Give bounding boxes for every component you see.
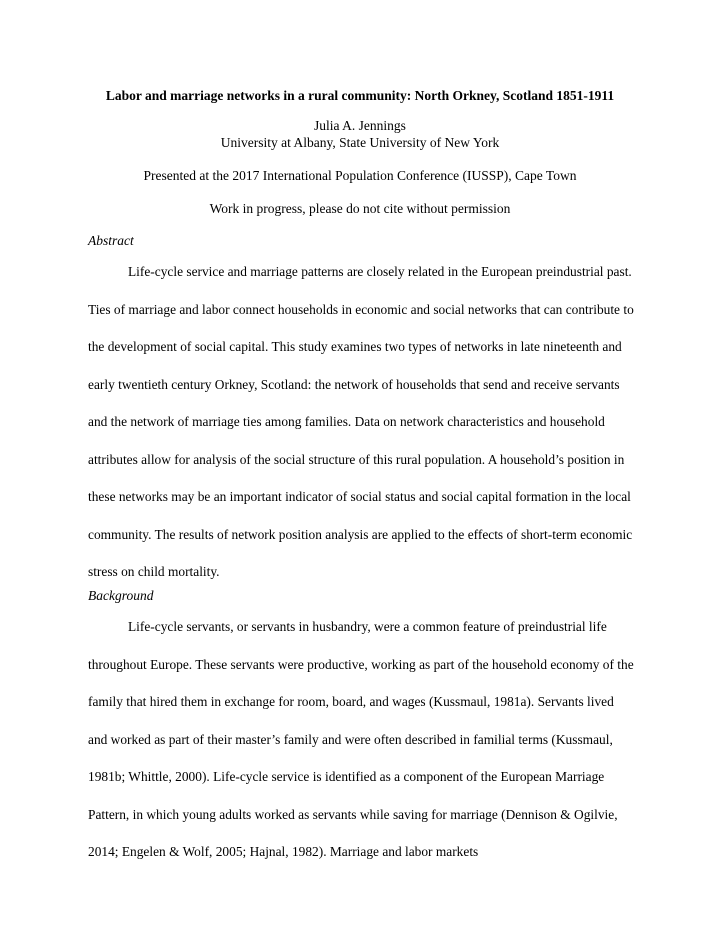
paper-title: Labor and marriage networks in a rural community: North Orkney, Scotland 1851-1911 — [105, 88, 615, 103]
background-heading: Background — [88, 588, 154, 603]
abstract-heading: Abstract — [88, 233, 134, 248]
conference-note: Presented at the 2017 International Population Conference (IUSSP), Cape Town — [143, 168, 577, 183]
author-affiliation: University at Albany, State University of New York — [220, 135, 500, 150]
abstract-paragraph: Life-cycle service and marriage patterns are closely related in the European preindustrial past. Ties of marriage and labor connect households in economic and social networks that can contribute to the development of social capital. This study examines two types of networks in late nineteenth and early twentieth century Orkney, Scotland: the network of households that send and receive servants and the network of marriage ties among families. Data on network characteristics and household attributes allow for analysis of the social structure of this rural population. A household’s position in these networks may be an important indicator of social status and social capital formation in the local community. The results of network position analysis are applied to the effects of short-term economic stress on child mortality. — [88, 264, 634, 579]
citation-notice: Work in progress, please do not cite without permission — [209, 201, 511, 216]
background-paragraph: Life-cycle servants, or servants in husbandry, were a common feature of preindustrial life throughout Europe. These servants were productive, working as part of the household economy of the family that hired them in exchange for room, board, and wages (Kussmaul, 1981a). Servants lived and worked as part of their master’s family and were often described in familial terms (Kussmaul, 1981b; Whittle, 2000). Life-cycle service is identified as a component of the European Marriage Pattern, in which young adults worked as servants while saving for marriage (Dennison & Ogilvie, 2014; Engelen & Wolf, 2005; Hajnal, 1982). Marriage and labor markets — [88, 619, 634, 859]
author-name: Julia A. Jennings — [314, 118, 406, 133]
